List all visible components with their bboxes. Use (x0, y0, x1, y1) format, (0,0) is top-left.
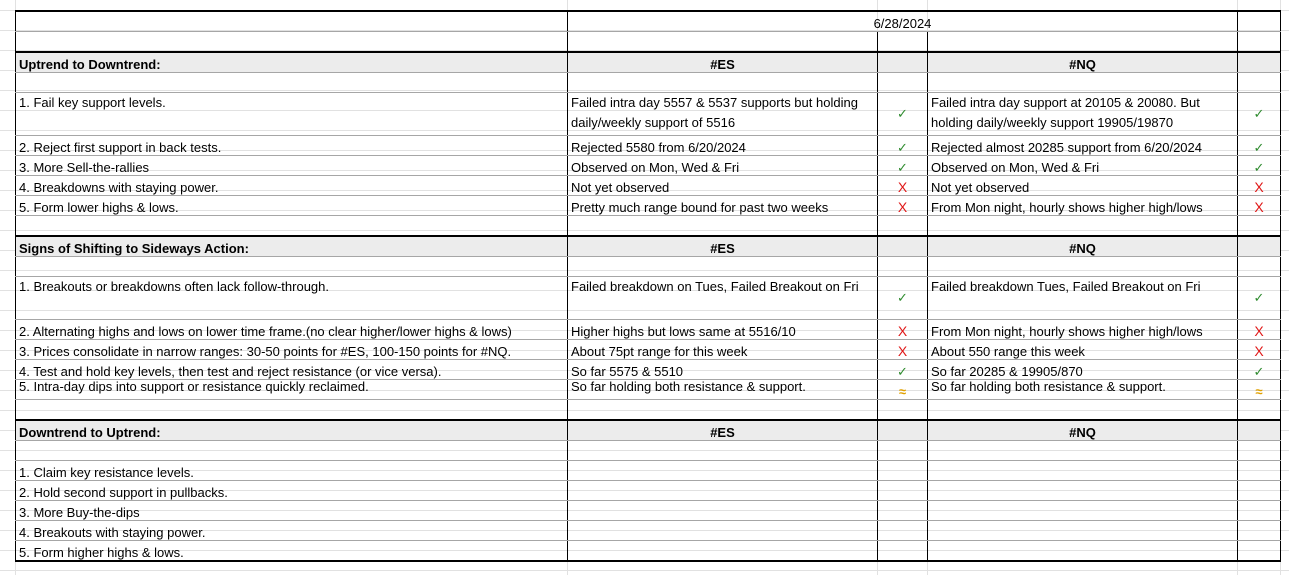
criterion-label[interactable]: 3. More Sell-the-rallies (16, 156, 568, 176)
cross-icon: X (1254, 179, 1264, 195)
check-icon: ✓ (1253, 364, 1265, 379)
cell[interactable] (16, 216, 568, 237)
section-title[interactable]: Signs of Shifting to Sideways Action: (16, 236, 568, 257)
es-note[interactable] (568, 461, 878, 481)
es-status-icon[interactable] (878, 176, 928, 196)
nq-note[interactable]: Not yet observed (928, 176, 1238, 196)
cell[interactable] (878, 400, 928, 421)
nq-header[interactable]: #NQ (928, 236, 1238, 257)
cell[interactable] (928, 441, 1238, 461)
cell[interactable] (16, 11, 568, 32)
es-header[interactable]: #ES (568, 420, 878, 441)
cell[interactable] (928, 32, 1238, 53)
cell[interactable] (878, 441, 928, 461)
nq-status-icon[interactable] (1238, 176, 1281, 196)
es-note[interactable]: Not yet observed (568, 176, 878, 196)
criterion-label[interactable]: 2. Hold second support in pullbacks. (16, 481, 568, 501)
cell[interactable] (1238, 236, 1281, 257)
table-row (16, 136, 1281, 156)
es-status-icon[interactable] (878, 380, 928, 400)
section-header (16, 236, 1281, 257)
table-row (16, 481, 1281, 501)
nq-note[interactable] (928, 521, 1238, 541)
cell[interactable] (878, 32, 928, 53)
es-note[interactable]: Failed intra day 5557 & 5537 supports but holding daily/weekly support of 5516 (568, 93, 878, 136)
cross-icon: X (1254, 323, 1264, 339)
cell[interactable] (16, 32, 568, 53)
criterion-label[interactable]: 1. Fail key support levels. (16, 93, 568, 136)
cross-icon: X (1254, 199, 1264, 215)
criterion-label[interactable]: 1. Breakouts or breakdowns often lack follow-through. (16, 277, 568, 320)
nq-note[interactable]: So far holding both resistance & support. (928, 380, 1238, 400)
nq-status-icon[interactable] (1238, 461, 1281, 481)
nq-note[interactable]: From Mon night, hourly shows higher high/lows (928, 196, 1238, 216)
criterion-label[interactable]: 2. Alternating highs and lows on lower time frame.(no clear higher/lower highs & lows) (16, 320, 568, 340)
es-note[interactable] (568, 541, 878, 562)
nq-status-icon[interactable] (1238, 360, 1281, 380)
nq-status-icon[interactable] (1238, 93, 1281, 136)
cross-icon: X (897, 343, 908, 359)
table-row (16, 340, 1281, 360)
section-title[interactable]: Uptrend to Downtrend: (16, 52, 568, 73)
criterion-label[interactable]: 4. Test and hold key levels, then test and reject resistance (or vice versa). (16, 360, 568, 380)
cell[interactable] (928, 257, 1238, 277)
date-cell[interactable]: 6/28/2024 (568, 11, 1238, 32)
es-note[interactable]: So far holding both resistance & support. (568, 380, 878, 400)
check-icon: ✓ (897, 364, 908, 379)
table-row (16, 320, 1281, 340)
es-status-icon[interactable] (878, 481, 928, 501)
cell[interactable] (16, 441, 568, 461)
cross-icon: X (1254, 343, 1264, 359)
cell[interactable] (568, 32, 878, 53)
cell[interactable] (1238, 441, 1281, 461)
es-note[interactable]: Rejected 5580 from 6/20/2024 (568, 136, 878, 156)
es-status-icon[interactable] (878, 541, 928, 562)
check-icon: ✓ (1253, 140, 1265, 155)
cell[interactable] (878, 257, 928, 277)
cell[interactable] (878, 216, 928, 237)
approx-icon: ≈ (1255, 384, 1263, 399)
cell[interactable] (568, 257, 878, 277)
cell[interactable] (568, 216, 878, 237)
cell[interactable] (1238, 257, 1281, 277)
blank-row (16, 441, 1281, 461)
date-row (16, 11, 1281, 32)
es-note[interactable]: Observed on Mon, Wed & Fri (568, 156, 878, 176)
table-row (16, 541, 1281, 562)
cell[interactable] (1238, 11, 1281, 32)
es-status-icon[interactable] (878, 156, 928, 176)
cell[interactable] (928, 400, 1238, 421)
check-icon: ✓ (1253, 160, 1265, 175)
nq-note[interactable] (928, 461, 1238, 481)
table-row (16, 277, 1281, 320)
cell[interactable] (878, 420, 928, 441)
es-status-icon[interactable] (878, 521, 928, 541)
es-status-icon[interactable] (878, 461, 928, 481)
criterion-label[interactable]: 2. Reject first support in back tests. (16, 136, 568, 156)
cell[interactable] (928, 216, 1238, 237)
cell[interactable] (16, 257, 568, 277)
table-row (16, 380, 1281, 400)
blank-row (16, 257, 1281, 277)
cell[interactable] (16, 73, 568, 93)
nq-note[interactable]: About 550 range this week (928, 340, 1238, 360)
es-header[interactable]: #ES (568, 236, 878, 257)
nq-header[interactable]: #NQ (928, 52, 1238, 73)
table-row (16, 176, 1281, 196)
es-note[interactable]: So far 5575 & 5510 (568, 360, 878, 380)
cross-icon: X (897, 199, 908, 215)
section-header (16, 420, 1281, 441)
cell[interactable] (928, 73, 1238, 93)
es-note[interactable] (568, 501, 878, 521)
blank-row (16, 216, 1281, 237)
criterion-label[interactable]: 3. Prices consolidate in narrow ranges: 30-50 points for #ES, 100-150 points for #NQ. (16, 340, 568, 360)
check-icon: ✓ (897, 160, 908, 175)
nq-status-icon[interactable] (1238, 521, 1281, 541)
es-status-icon[interactable] (878, 501, 928, 521)
check-icon: ✓ (897, 140, 908, 155)
es-note[interactable]: Pretty much range bound for past two weeks (568, 196, 878, 216)
nq-note[interactable] (928, 501, 1238, 521)
nq-status-icon[interactable] (1238, 320, 1281, 340)
cross-icon: X (897, 323, 908, 339)
nq-note[interactable]: Failed intra day support at 20105 & 20080. But holding daily/weekly support 19905/19870 (928, 93, 1238, 136)
table-row (16, 521, 1281, 541)
criterion-label[interactable]: 1. Claim key resistance levels. (16, 461, 568, 481)
nq-header[interactable]: #NQ (928, 420, 1238, 441)
check-icon: ✓ (897, 106, 908, 121)
es-status-icon[interactable] (878, 136, 928, 156)
section-title[interactable]: Downtrend to Uptrend: (16, 420, 568, 441)
nq-note[interactable]: Observed on Mon, Wed & Fri (928, 156, 1238, 176)
criterion-label[interactable]: 3. More Buy-the-dips (16, 501, 568, 521)
table-row (16, 501, 1281, 521)
nq-note[interactable] (928, 541, 1238, 562)
nq-status-icon[interactable] (1238, 501, 1281, 521)
blank-row (16, 400, 1281, 421)
cell[interactable] (1238, 216, 1281, 237)
table-row (16, 461, 1281, 481)
blank-row (16, 32, 1281, 53)
es-note[interactable]: Higher highs but lows same at 5516/10 (568, 320, 878, 340)
nq-note[interactable]: So far 20285 & 19905/870 (928, 360, 1238, 380)
criterion-label[interactable]: 5. Form higher highs & lows. (16, 541, 568, 562)
nq-note[interactable] (928, 481, 1238, 501)
nq-status-icon[interactable] (1238, 340, 1281, 360)
approx-icon: ≈ (898, 384, 907, 399)
es-status-icon[interactable] (878, 93, 928, 136)
cell[interactable] (1238, 400, 1281, 421)
check-icon: ✓ (1253, 290, 1265, 305)
check-icon: ✓ (897, 290, 908, 305)
es-status-icon[interactable] (878, 340, 928, 360)
es-note[interactable]: About 75pt range for this week (568, 340, 878, 360)
criterion-label[interactable]: 4. Breakouts with staying power. (16, 521, 568, 541)
cross-icon: X (897, 179, 908, 195)
nq-status-icon[interactable] (1238, 380, 1281, 400)
nq-status-icon[interactable] (1238, 196, 1281, 216)
nq-note[interactable]: From Mon night, hourly shows higher high/lows (928, 320, 1238, 340)
trend-table (15, 10, 1281, 562)
table-row (16, 196, 1281, 216)
es-status-icon[interactable] (878, 277, 928, 320)
criterion-label[interactable]: 5. Form lower highs & lows. (16, 196, 568, 216)
cell[interactable] (16, 400, 568, 421)
section-header (16, 52, 1281, 73)
es-status-icon[interactable] (878, 320, 928, 340)
table-row (16, 360, 1281, 380)
cell[interactable] (1238, 420, 1281, 441)
criterion-label[interactable]: 4. Breakdowns with staying power. (16, 176, 568, 196)
es-note[interactable] (568, 481, 878, 501)
gridline (0, 570, 1289, 571)
nq-status-icon[interactable] (1238, 156, 1281, 176)
criterion-label[interactable]: 5. Intra-day dips into support or resistance quickly reclaimed. (16, 380, 568, 400)
cell[interactable] (568, 400, 878, 421)
es-status-icon[interactable] (878, 360, 928, 380)
check-icon: ✓ (1253, 106, 1265, 121)
cell[interactable] (878, 73, 928, 93)
nq-status-icon[interactable] (1238, 541, 1281, 562)
es-note[interactable] (568, 521, 878, 541)
es-status-icon[interactable] (878, 196, 928, 216)
nq-status-icon[interactable] (1238, 136, 1281, 156)
table-row (16, 93, 1281, 136)
es-header[interactable]: #ES (568, 52, 878, 73)
es-note[interactable]: Failed breakdown on Tues, Failed Breakout on Fri (568, 277, 878, 320)
nq-status-icon[interactable] (1238, 277, 1281, 320)
cell[interactable] (878, 236, 928, 257)
nq-note[interactable]: Rejected almost 20285 support from 6/20/2024 (928, 136, 1238, 156)
cell[interactable] (1238, 73, 1281, 93)
blank-row (16, 73, 1281, 93)
cell[interactable] (1238, 52, 1281, 73)
table-row (16, 156, 1281, 176)
cell[interactable] (568, 441, 878, 461)
nq-note[interactable]: Failed breakdown Tues, Failed Breakout on Fri (928, 277, 1238, 320)
nq-status-icon[interactable] (1238, 481, 1281, 501)
cell[interactable] (1238, 32, 1281, 53)
cell[interactable] (568, 73, 878, 93)
cell[interactable] (878, 52, 928, 73)
